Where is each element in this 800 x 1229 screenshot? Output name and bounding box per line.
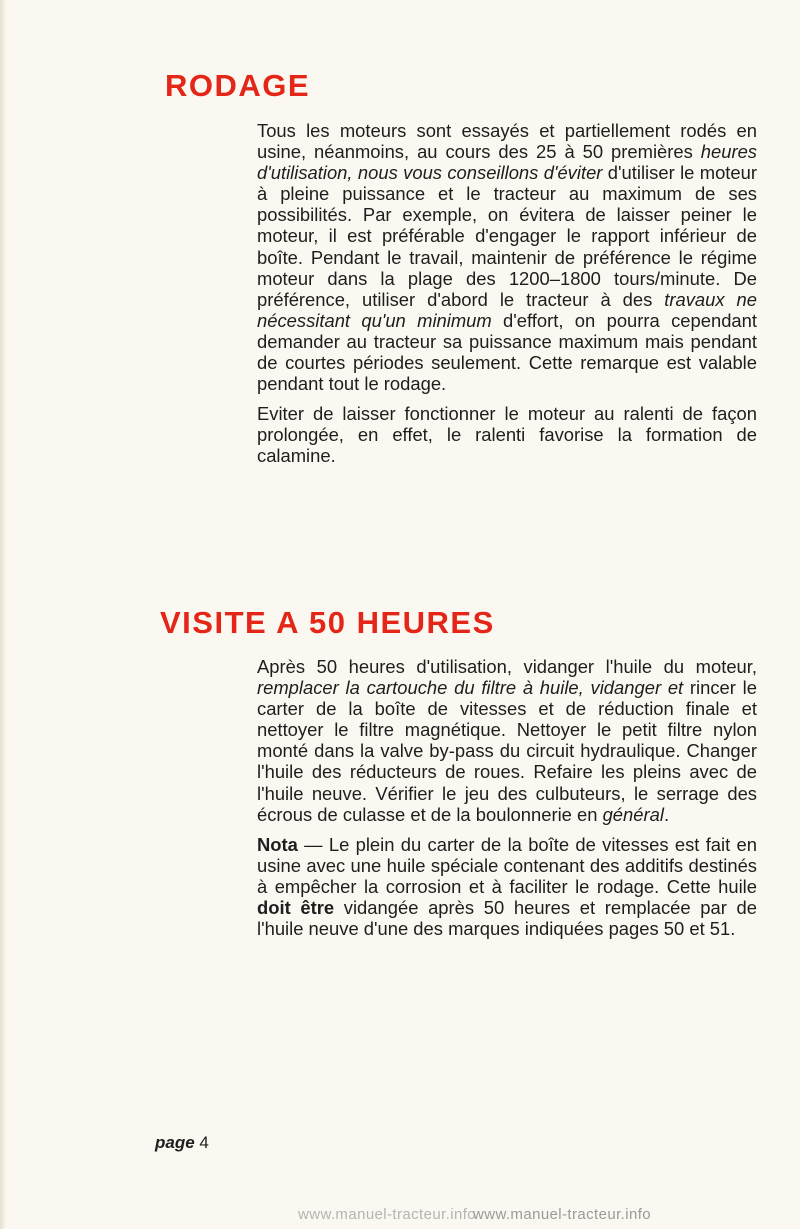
rodage-text: d'effort, on pourra cependant demander au tracteur sa puissance maximum mais pendant de courtes périodes seulement. Cette remarque est valable pendant tout le rodage. [257, 309, 757, 395]
visite-paragraph-1 [257, 656, 757, 825]
watermark-text: www.manuel-tracteur.info [473, 1206, 652, 1223]
rodage-italic-text: heures d'utilisation, nous vous conseillons d'éviter [257, 141, 757, 184]
visite-italic-text: remplacer la cartouche du filtre à huile, vidanger et [257, 677, 684, 699]
page-edge [0, 0, 6, 1229]
nota-label: Nota [257, 833, 298, 855]
rodage-text: d'utiliser le moteur à pleine puissance et le tracteur au maximum de ses possibilités. Par exemple, on évitera de laisser peiner le moteur, il est préférable d'engager le rapport inférieur de boîte. Pendant le travail, maintenir de préférence le régime moteur dans la plage des 1200–1800 tours/minute. De préférence, utiliser d'abord le tracteur à des [257, 162, 757, 310]
nota-text: — Le plein du carter de la boîte de vitesses est fait en usine avec une huile spéciale contenant des additifs destinés à empêcher la corrosion et à faciliter le rodage. Cette huile [257, 833, 757, 897]
nota-emphasis: doit être [257, 897, 335, 919]
section-heading-rodage: RODAGE [165, 68, 311, 103]
visite-body [257, 656, 757, 948]
visite-text: rincer le carter de la boîte de vitesses et de réduction finale et nettoyer le filtre magnétique. Nettoyer le petit filtre nylon monté dans la valve by-pass du circuit hydraulique. Changer l'huile des réducteurs de roues. Refaire les pleins avec de l'huile neuve. Vérifier le jeu des culbuteurs, le serrage des écrous de culasse et de la boulonnerie en [257, 677, 757, 825]
page-number [155, 1133, 209, 1153]
visite-text: Après 50 heures d'utilisation, vidanger l'huile du moteur, [257, 656, 757, 677]
rodage-body [257, 120, 757, 476]
rodage-paragraph-2: Eviter de laisser fonctionner le moteur au ralenti de façon prolongée, en effet, le ralenti favorise la formation de calamine. [257, 403, 757, 467]
nota-text: vidangée après 50 heures et remplacée par de l'huile neuve d'une des marques indiquées pages 50 et 51. [257, 897, 757, 940]
visite-italic-text: général [602, 803, 664, 825]
rodage-paragraph-1 [257, 120, 757, 394]
nota-paragraph [257, 834, 757, 939]
rodage-text: Tous les moteurs sont essayés et partiellement rodés en usine, néanmoins, au cours des 25 à 50 premières [257, 120, 757, 163]
watermark-text: www.manuel-tracteur.info [298, 1206, 477, 1223]
section-heading-visite: VISITE A 50 HEURES [160, 605, 495, 640]
page-label: page [155, 1133, 195, 1152]
rodage-italic-text: travaux ne nécessitant qu'un minimum [257, 288, 757, 331]
page-number-value: 4 [199, 1133, 209, 1152]
visite-text: . [663, 803, 670, 825]
